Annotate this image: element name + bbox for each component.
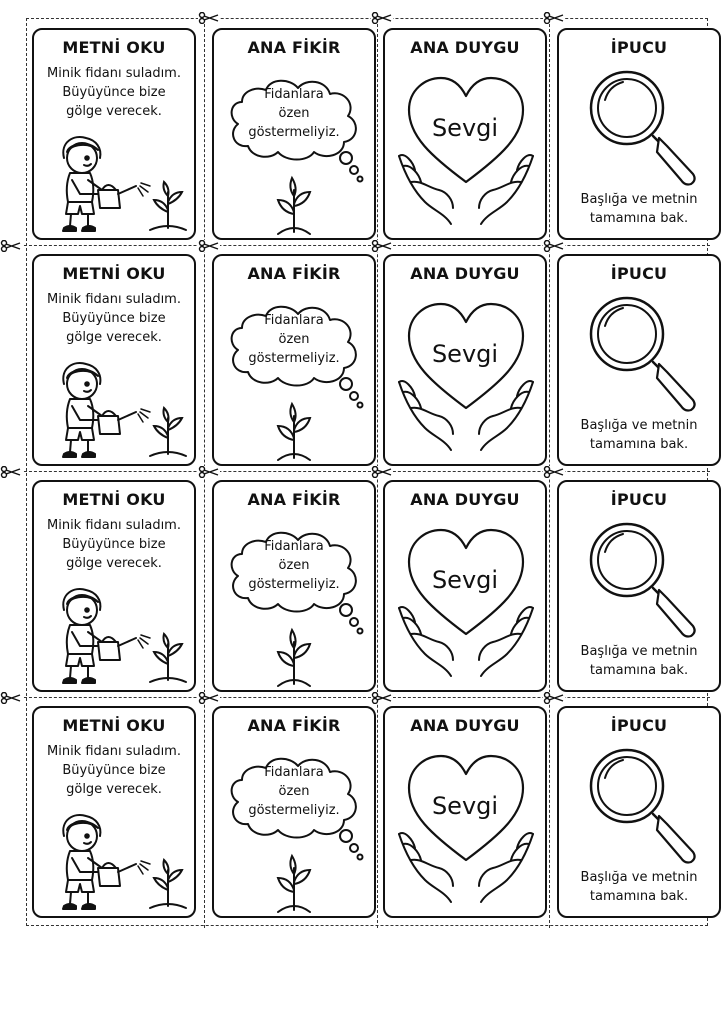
card-text: Başlığa ve metnin tamamına bak. <box>580 644 698 678</box>
card-title: ANA DUYGU <box>410 264 520 283</box>
card-title: METNİ OKU <box>62 490 166 509</box>
magnifying-glass-icon <box>573 736 709 866</box>
cut-line-horizontal <box>14 697 710 698</box>
magnifying-glass-icon <box>573 58 709 188</box>
card-title: METNİ OKU <box>62 264 166 283</box>
card-main-idea <box>212 706 376 918</box>
card-text: Başlığa ve metnin tamamına bak. <box>580 418 698 452</box>
card-title: ANA DUYGU <box>410 490 520 509</box>
sapling-icon <box>150 408 186 456</box>
card-hint <box>557 706 721 918</box>
scissors-icon <box>543 692 565 704</box>
sapling-icon <box>278 630 310 686</box>
card-text: Minik fidanı suladım. Büyüyünce bize gölge verecek. <box>47 518 181 571</box>
card-title: ANA FİKİR <box>247 38 341 57</box>
scissors-icon <box>198 12 220 24</box>
cut-line-horizontal <box>14 471 710 472</box>
sapling-icon <box>278 178 310 234</box>
scissors-icon <box>543 240 565 252</box>
card-emotion <box>383 706 547 918</box>
scissors-icon <box>371 692 393 704</box>
card-hint <box>557 254 721 466</box>
card-title: METNİ OKU <box>62 38 166 57</box>
card-title: ANA DUYGU <box>410 38 520 57</box>
card-text: Minik fidanı suladım. Büyüyünce bize gölge verecek. <box>47 66 181 119</box>
card-text: Fidanlara özen göstermeliyiz. <box>248 313 340 366</box>
scissors-icon <box>0 692 22 704</box>
scissors-icon <box>371 466 393 478</box>
emotion-label: Sevgi <box>431 340 499 368</box>
card-hint <box>557 480 721 692</box>
scissors-icon <box>0 240 22 252</box>
card-title: İPUCU <box>610 716 668 735</box>
card-text: Başlığa ve metnin tamamına bak. <box>580 192 698 226</box>
card-text: Fidanlara özen göstermeliyiz. <box>248 539 340 592</box>
heart-icon <box>391 516 541 688</box>
card-text: Fidanlara özen göstermeliyiz. <box>248 765 340 818</box>
card-hint <box>557 28 721 240</box>
card-text: Başlığa ve metnin tamamına bak. <box>580 870 698 904</box>
sapling-icon <box>150 860 186 908</box>
scissors-icon <box>371 12 393 24</box>
emotion-label: Sevgi <box>431 114 499 142</box>
card-text: Minik fidanı suladım. Büyüyünce bize gölge verecek. <box>47 744 181 797</box>
card-title: ANA FİKİR <box>247 490 341 509</box>
card-title: METNİ OKU <box>62 716 166 735</box>
sapling-icon <box>278 404 310 460</box>
scissors-icon <box>198 692 220 704</box>
card-read-text <box>32 254 196 466</box>
heart-icon <box>391 64 541 236</box>
scissors-icon <box>371 240 393 252</box>
magnifying-glass-icon <box>573 284 709 414</box>
card-main-idea <box>212 480 376 692</box>
card-read-text <box>32 480 196 692</box>
card-title: İPUCU <box>610 490 668 509</box>
emotion-label: Sevgi <box>431 566 499 594</box>
sapling-icon <box>150 182 186 230</box>
sapling-icon <box>278 856 310 912</box>
card-emotion <box>383 254 547 466</box>
heart-icon <box>391 742 541 914</box>
emotion-label: Sevgi <box>431 792 499 820</box>
card-read-text <box>32 706 196 918</box>
boy-watering-icon <box>40 580 190 688</box>
sapling-icon <box>150 634 186 682</box>
heart-icon <box>391 290 541 462</box>
scissors-icon <box>543 12 565 24</box>
card-title: ANA FİKİR <box>247 264 341 283</box>
card-main-idea <box>212 28 376 240</box>
card-text: Minik fidanı suladım. Büyüyünce bize gölge verecek. <box>47 292 181 345</box>
card-text: Fidanlara özen göstermeliyiz. <box>248 87 340 140</box>
boy-watering-icon <box>40 806 190 914</box>
card-main-idea <box>212 254 376 466</box>
scissors-icon <box>543 466 565 478</box>
magnifying-glass-icon <box>573 510 709 640</box>
card-title: ANA FİKİR <box>247 716 341 735</box>
card-emotion <box>383 480 547 692</box>
card-title: İPUCU <box>610 264 668 283</box>
boy-watering-icon <box>40 128 190 236</box>
card-title: ANA DUYGU <box>410 716 520 735</box>
card-title: İPUCU <box>610 38 668 57</box>
scissors-icon <box>198 466 220 478</box>
scissors-icon <box>198 240 220 252</box>
card-emotion <box>383 28 547 240</box>
scissors-icon <box>0 466 22 478</box>
card-read-text <box>32 28 196 240</box>
cut-line-horizontal <box>14 245 710 246</box>
boy-watering-icon <box>40 354 190 462</box>
